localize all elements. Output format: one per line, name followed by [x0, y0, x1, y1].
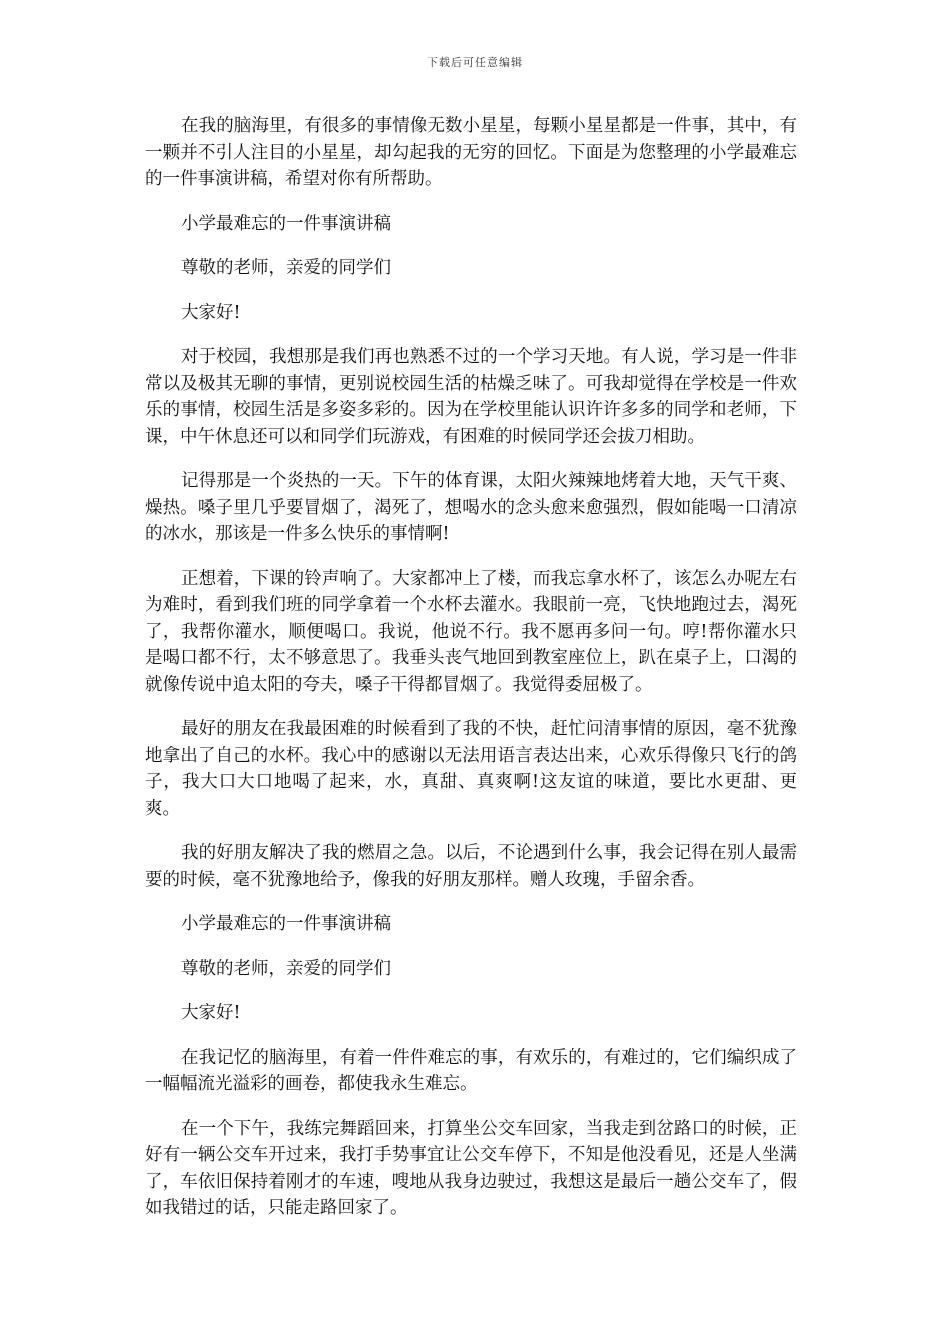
salutation: 尊敬的老师，亲爱的同学们 — [181, 958, 391, 979]
salutation: 尊敬的老师，亲爱的同学们 — [181, 258, 391, 278]
body-paragraph: 正想着，下课的铃声响了。大家都冲上了楼，而我忘拿水杯了，该怎么办呢左右为难时，看到我们班的同学拿着一个水杯去灌水。我眼前一亮，飞快地跑过去，渴死了，我帮你灌水，顺便喝口。我说，他说不行。我不愿再多问一句。哼!帮你灌水只是喝口都不行，太不够意思了。我垂头丧气地回到教室座位上，趴在桌子上，口渴的就像传说中追太阳的夸夫，嗓子干得都冒烟了。我觉得委屈极了。 — [145, 568, 797, 695]
body-paragraph: 对于校园，我想那是我们再也熟悉不过的一个学习天地。有人说，学习是一件非常以及极其无聊的事情，更别说校园生活的枯燥乏味了。可我却觉得在学校是一件欢乐的事情，校园生活是多姿多彩的。因为在学校里能认识许许多多的同学和老师，下课，中午休息还可以和同学们玩游戏，有困难的时候同学还会拔刀相助。 — [145, 347, 797, 447]
body-paragraph: 记得那是一个炎热的一天。下午的体育课，太阳火辣辣地烤着大地，天气干爽、燥热。嗓子里几乎要冒烟了，渴死了，想喝水的念头愈来愈强烈，假如能喝一口清凉的冰水，那该是一件多么快乐的事情啊! — [145, 471, 797, 544]
body-paragraph: 我的好朋友解决了我的燃眉之急。以后，不论遇到什么事，我会记得在别人最需要的时候，毫不犹豫地给予，像我的好朋友那样。赠人玫瑰，手留余香。 — [145, 843, 797, 890]
document-body — [145, 113, 797, 1240]
speech-title: 小学最难忘的一件事演讲稿 — [181, 213, 391, 234]
body-paragraph: 最好的朋友在我最困难的时候看到了我的不快，赶忙问清事情的原因，毫不犹豫地拿出了自己的水杯。我心中的感谢以无法用语言表达出来，心欢乐得像只飞行的鸽子，我大口大口地喝了起来，水，真甜、真爽啊!这友谊的味道，要比水更甜、更爽。 — [145, 719, 797, 819]
body-paragraph: 在一个下午，我练完舞蹈回来，打算坐公交车回家，当我走到岔路口的时候，正好有一辆公交车开过来，我打手势事宜让公交车停下，不知是他没看见，还是人坐满了，车依旧保持着刚才的车速，嗖地从我身边驶过，我想这是最后一趟公交车了，假如我错过的话，只能走路回家了。 — [145, 1118, 797, 1218]
greeting: 大家好! — [181, 302, 241, 323]
body-paragraph: 在我记忆的脑海里，有着一件件难忘的事，有欢乐的，有难过的，它们编织成了一幅幅流光溢彩的画卷，都使我永生难忘。 — [145, 1047, 797, 1094]
speech-title: 小学最难忘的一件事演讲稿 — [181, 914, 391, 934]
intro-paragraph: 在我的脑海里，有很多的事情像无数小星星，每颗小星星都是一件事，其中，有一颗并不引人注目的小星星，却勾起我的无穷的回忆。下面是为您整理的小学最难忘的一件事演讲稿，希望对你有所帮助。 — [145, 116, 797, 189]
page-header-note: 下载后可任意编辑 — [427, 56, 523, 69]
greeting: 大家好! — [181, 1003, 241, 1023]
